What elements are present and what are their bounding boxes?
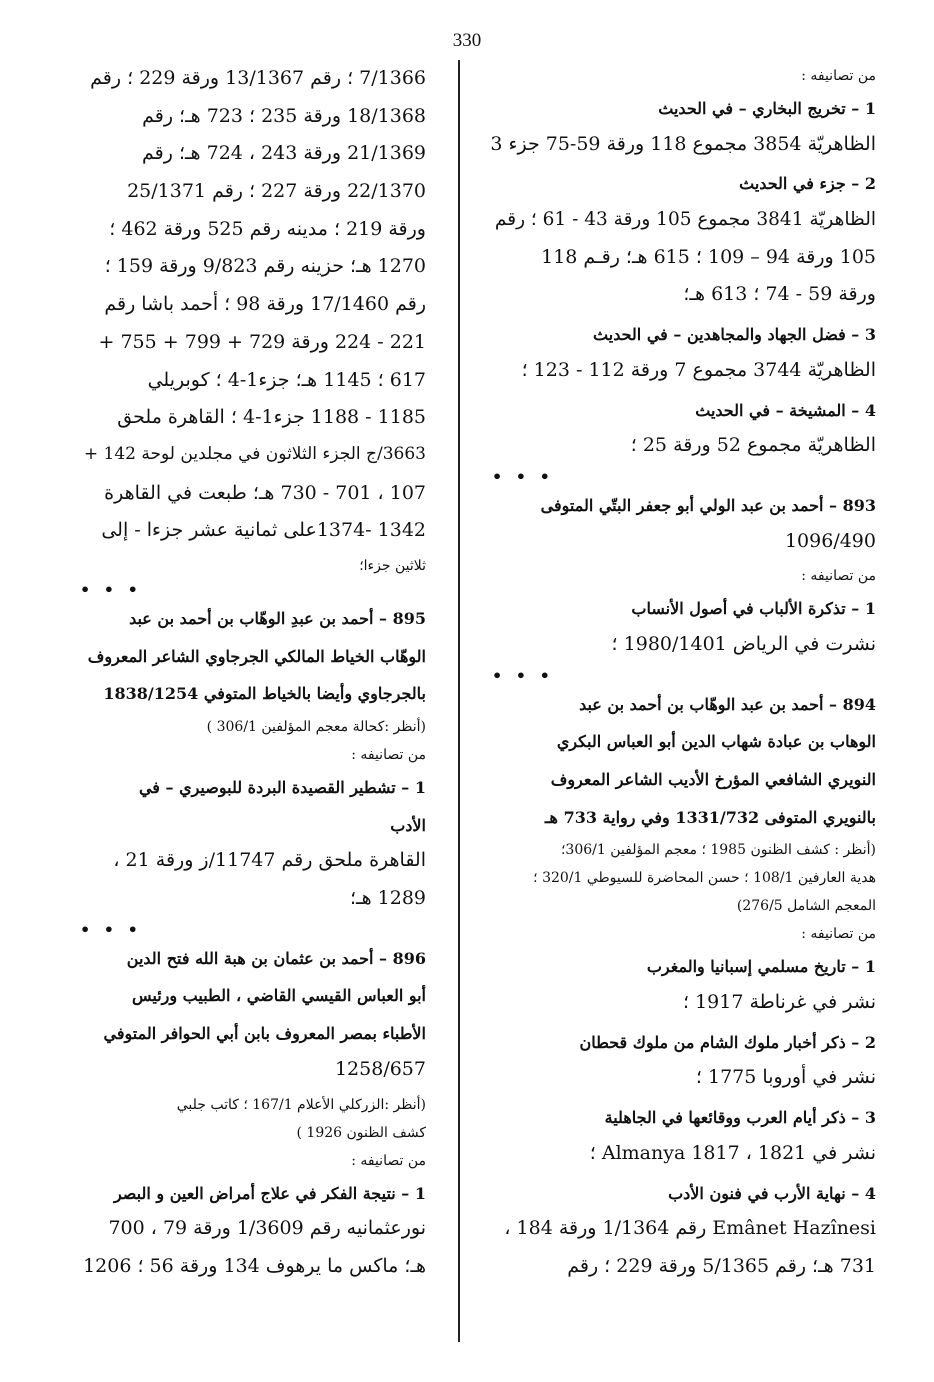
text-line: (أنظر :كحالة معجم المؤلفين 306/1 ) (206, 719, 426, 735)
text-line: المعجم الشامل 276/5) (736, 898, 876, 915)
entry-heading-line: بالنويري المتوفى 1331/732 وفي رواية 733 هـ (544, 807, 876, 827)
text-line: من تصانيفه : (801, 926, 876, 943)
right-text-column (490, 64, 876, 1290)
entry-heading-line: 4 – نهاية الأرب في فنون الأدب (668, 1183, 876, 1203)
text-line: 1342 -1374على ثمانية عشر جزءا - إلى (101, 519, 426, 542)
text-line: من تصانيفه : (801, 68, 876, 84)
entry-heading-line: 2 – ذكر أخبار ملوك الشام من ملوك قحطان (579, 1032, 876, 1052)
text-line: (أنظر :الزركلي الأعلام 167/1 ؛ كاتب جلبي (176, 1096, 426, 1113)
text-line: ورقة 219 ؛ مدينه رقم 525 ورقة 462 ؛ (109, 217, 426, 240)
entry-heading-line: 1 – تذكرة الألباب في أصول الأنساب (631, 599, 876, 619)
section-separator: • • • (492, 468, 554, 486)
entry-heading-line: 893 – أحمد بن عبد الولي أبو جعفر البتّي المتوفى (540, 495, 876, 515)
text-line: 1096/490 (784, 529, 876, 552)
left-text-column (78, 64, 426, 1290)
text-line: نورعثمانيه رقم 1/3609 ورقة 79 ، 700 (108, 1217, 426, 1240)
entry-heading-line: 895 – أحمد بن عبدِ الوهّاب بن أحمد بن عبد (129, 608, 426, 628)
text-line: 107 ، 701 - 730 هـ؛ طبعت في القاهرة (104, 481, 426, 504)
page-number: 330 (452, 30, 482, 51)
text-line: 1258/657 (334, 1057, 426, 1080)
section-separator: • • • (80, 581, 142, 599)
entry-heading-line: الوهاب بن عبادة شهاب الدين أبو العباس البكري (556, 732, 876, 752)
entry-heading-line: 1 – تخريج البخاري – في الحديث (658, 99, 876, 118)
column-divider (458, 60, 460, 1342)
section-separator: • • • (80, 921, 142, 939)
text-line: 617 ؛ 1145 هـ؛ جزء1-4 ؛ كوبريلي (147, 368, 426, 391)
entry-heading-line: 3 – ذكر أيام العرب ووقائعها في الجاهلية (604, 1108, 876, 1128)
text-line: هـ؛ ماكس ما يرهوف 134 ورقة 56 ؛ 1206 (83, 1254, 426, 1277)
text-line: الظاهريّة 3841 مجموع 105 ورقة 43 - 61 ؛ رقم (494, 209, 876, 231)
text-line: 7/1366 ؛ رقم 13/1367 ورقة 229 ؛ رقم (90, 67, 426, 89)
text-line: 105 ورقة 94 – 109 ؛ 615 هـ؛ رقـم 118 (541, 245, 876, 268)
text-line: نشر في Almanya 1817 ، 1821 ؛ (589, 1141, 876, 1164)
text-line: من تصانيفه : (801, 568, 876, 585)
entry-heading-line: 2 – جزء في الحديث (739, 174, 876, 194)
text-line: 1289 هـ؛ (349, 887, 426, 910)
text-line: القاهرة ملحق رقم 11747/ز ورقة 21 ، (113, 849, 426, 872)
entry-heading-line: 1 – تشطير القصيدة البردة للبوصيري – في (138, 778, 426, 797)
entry-heading-line: أبو العباس القيسي القاضي ، الطبيب ورئيس (131, 986, 426, 1006)
text-line: (أنظر : كشف الظنون 1985 ؛ معجم المؤلفين 306/1؛ (560, 842, 876, 859)
text-line: كشف الظنون 1926 ) (296, 1124, 426, 1141)
text-line: ثلاثين جزءا؛ (359, 557, 426, 574)
text-line: Emânet Hazînesi رقم 1/1364 ورقة 184 ، (504, 1217, 876, 1240)
text-line: من تصانيفه : (351, 747, 426, 763)
text-line: الظاهريّة مجموع 52 ورقة 25 ؛ (630, 434, 876, 457)
text-line: 21/1369 ورقة 243 ، 724 هـ؛ رقم (142, 142, 426, 165)
text-line: الظاهريّة 3744 مجموع 7 ورقة 112 - 123 ؛ (521, 358, 876, 381)
text-line: الظاهريّة 3854 مجموع 118 ورقة 59-75 جزء 3 (490, 132, 876, 155)
entry-heading-line: الأطباء بمصر المعروف بابن أبي الحوافر المتوفي (103, 1024, 426, 1044)
text-line: ورقة 59 - 74 ؛ 613 هـ؛ (683, 283, 876, 306)
text-line: 1270 هـ؛ حزينه رقم 9/823 ورقة 159 ؛ (104, 255, 426, 278)
text-line: من تصانيفه : (351, 1152, 426, 1169)
text-line: 221 - 224 ورقة 729 + 799 + 755 + (98, 330, 426, 353)
text-line: 731 هـ؛ رقم 5/1365 ورقة 229 ؛ رقم (567, 1254, 876, 1277)
entry-heading-line: 894 – أحمد بن عبد الوهّاب بن أحمد بن عبد (579, 694, 876, 714)
entry-heading-line: 896 – أحمد بن عثمان بن هبة الله فتح الدين (126, 948, 426, 968)
entry-heading-line: 3 – فضل الجهاد والمجاهدين – في الحديث (593, 325, 876, 345)
entry-heading-line: 1 – تاريخ مسلمي إسبانيا والمغرب (646, 957, 876, 977)
text-line: هدية العارفين 108/1 ؛ حسن المحاضرة للسيوطي 320/1 ؛ (533, 870, 876, 887)
text-line: نشرت في الرياض 1980/1401 ؛ (611, 632, 876, 655)
entry-heading-line: النويري الشافعي المؤرخ الأديب الشاعر المعروف (550, 770, 876, 789)
text-line: رقم 17/1460 ورقة 98 ؛ أحمد باشا رقم (104, 293, 426, 316)
entry-heading-line: بالجرجاوي وأيضا بالخياط المتوفي 1838/1254 (103, 684, 426, 704)
text-line: 22/1370 ورقة 227 ؛ رقم 25/1371 (127, 180, 426, 203)
entry-heading-line: الوهّاب الخياط المالكي الجرجاوي الشاعر المعروف (87, 646, 426, 666)
text-line: 3663/ج الجزء الثلاثون في مجلدين لوحة 142 + (83, 443, 426, 464)
entry-heading-line: الأدب (390, 815, 426, 835)
entry-heading-line: 4 – المشيخة – في الحديث (695, 400, 876, 420)
text-line: نشر في غرناطة 1917 ؛ (682, 991, 876, 1014)
text-line: نشر في أوروبا 1775 ؛ (695, 1066, 876, 1089)
entry-heading-line: 1 – نتيجة الفكر في علاج أمراض العين و البصر (113, 1183, 426, 1203)
text-line: 1185 - 1188 جزء1-4 ؛ القاهرة ملحق (117, 406, 426, 429)
text-line: 18/1368 ورقة 235 ؛ 723 هـ؛ رقم (142, 104, 426, 127)
section-separator: • • • (492, 667, 554, 685)
